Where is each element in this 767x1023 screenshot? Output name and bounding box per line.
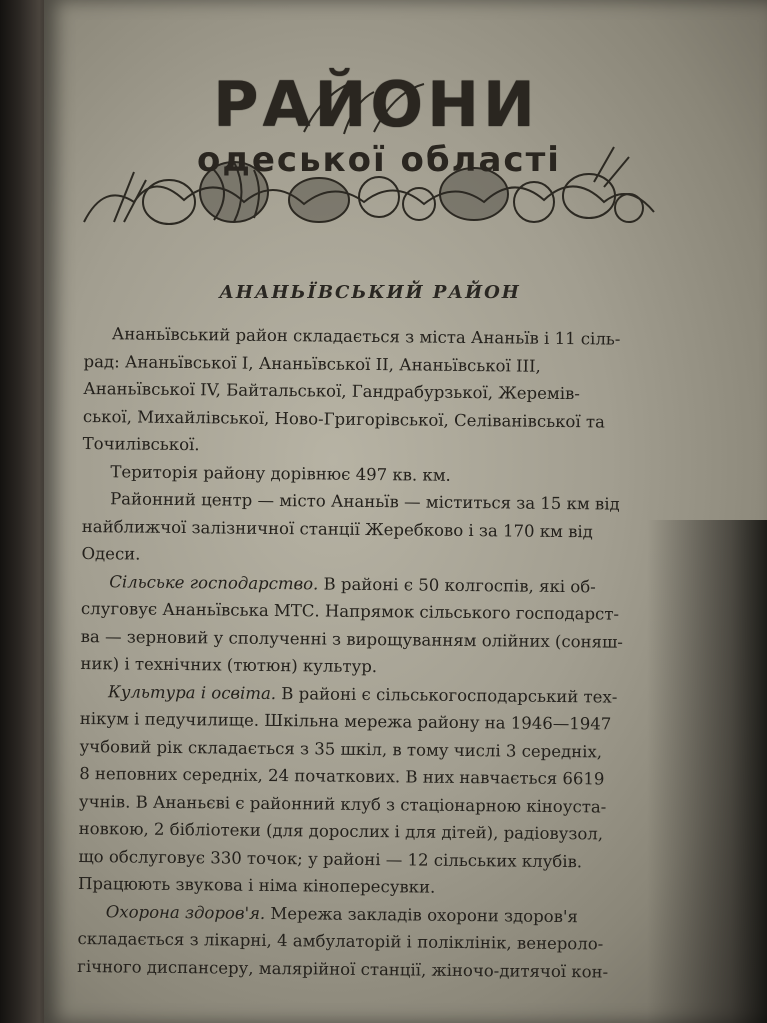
paragraph-label: Сільське господарство. [109, 571, 319, 593]
line-text: Мережа закладів охорони здоров'я [265, 903, 578, 926]
line-text: слуговує Ананьївська МТС. Напрямок сільського господарст- [80, 598, 620, 624]
line-text: ської, Михайлівської, Ново-Григорівської, Селіванівської та [82, 406, 605, 431]
line-text: Одеси. [81, 543, 141, 564]
line-text: Точилівської. [82, 433, 200, 455]
line-text: В районі є 50 колгоспів, які об- [318, 573, 596, 596]
line-text: новкою, 2 бібліотеки (для дорослих і для дітей), радіовузол, [78, 818, 604, 844]
line-text: Ананьївський район складається з міста Ананьїв і 11 сіль- [111, 324, 621, 349]
line-text: Територія району дорівнює 497 кв. км. [110, 461, 451, 485]
line-text: Районний центр — місто Ананьїв — міститься за 15 км від [110, 489, 620, 514]
line-text: рад: Ананьївської І, Ананьївської II, Ананьївської III, [83, 351, 541, 376]
line-text: Ананьївської IV, Байтальської, Гандрабурзької, Жеремів- [83, 378, 581, 404]
line-text: найближчої залізничної станції Жеребково і за 170 км від [81, 516, 594, 541]
line-text: гічного диспансеру, малярійної станції, жіночо-дитячої кон- [77, 956, 609, 982]
paragraph [78, 677, 686, 903]
paragraph-label: Охорона здоров'я. [105, 901, 266, 923]
line-text: В районі є сільськогосподарський тех- [276, 683, 618, 707]
line-text: учбовий рік складається з 35 шкіл, в тому числі 3 середніх, [79, 736, 603, 761]
line-text: учнів. В Ананьєві є районний клуб з стаціонарною кіноуста- [78, 791, 607, 816]
body-text [77, 320, 690, 986]
section-heading: АНАНЬЇВСЬКИЙ РАЙОН [219, 282, 521, 303]
banner-title: РАЙОНИ [213, 68, 539, 141]
line-text: ва — зерновий у сполученні з вирощуванням олійних (соняш- [80, 626, 624, 652]
title-banner [74, 62, 664, 232]
paragraph [81, 485, 688, 574]
paragraph [77, 897, 684, 986]
banner-subtitle: одеської області [197, 140, 561, 180]
paragraph [80, 567, 687, 683]
line-text: що обслуговує 330 точок; у районі — 12 сільських клубів. [78, 846, 583, 871]
line-text: ник) і технічних (тютюн) культур. [80, 653, 378, 677]
line-text: Працюють звукова і німа кінопересувки. [77, 873, 436, 897]
line-text: складається з лікарні, 4 амбулаторій і поліклінік, венероло- [77, 928, 604, 954]
line-text: 8 неповних середніх, 24 початкових. В них навчається 6619 [79, 763, 605, 789]
paragraph [83, 320, 690, 464]
line-text: нікум і педучилище. Шкільна мережа району на 1946—1947 [79, 708, 612, 734]
paragraph-label: Культура і освіта. [108, 681, 277, 703]
